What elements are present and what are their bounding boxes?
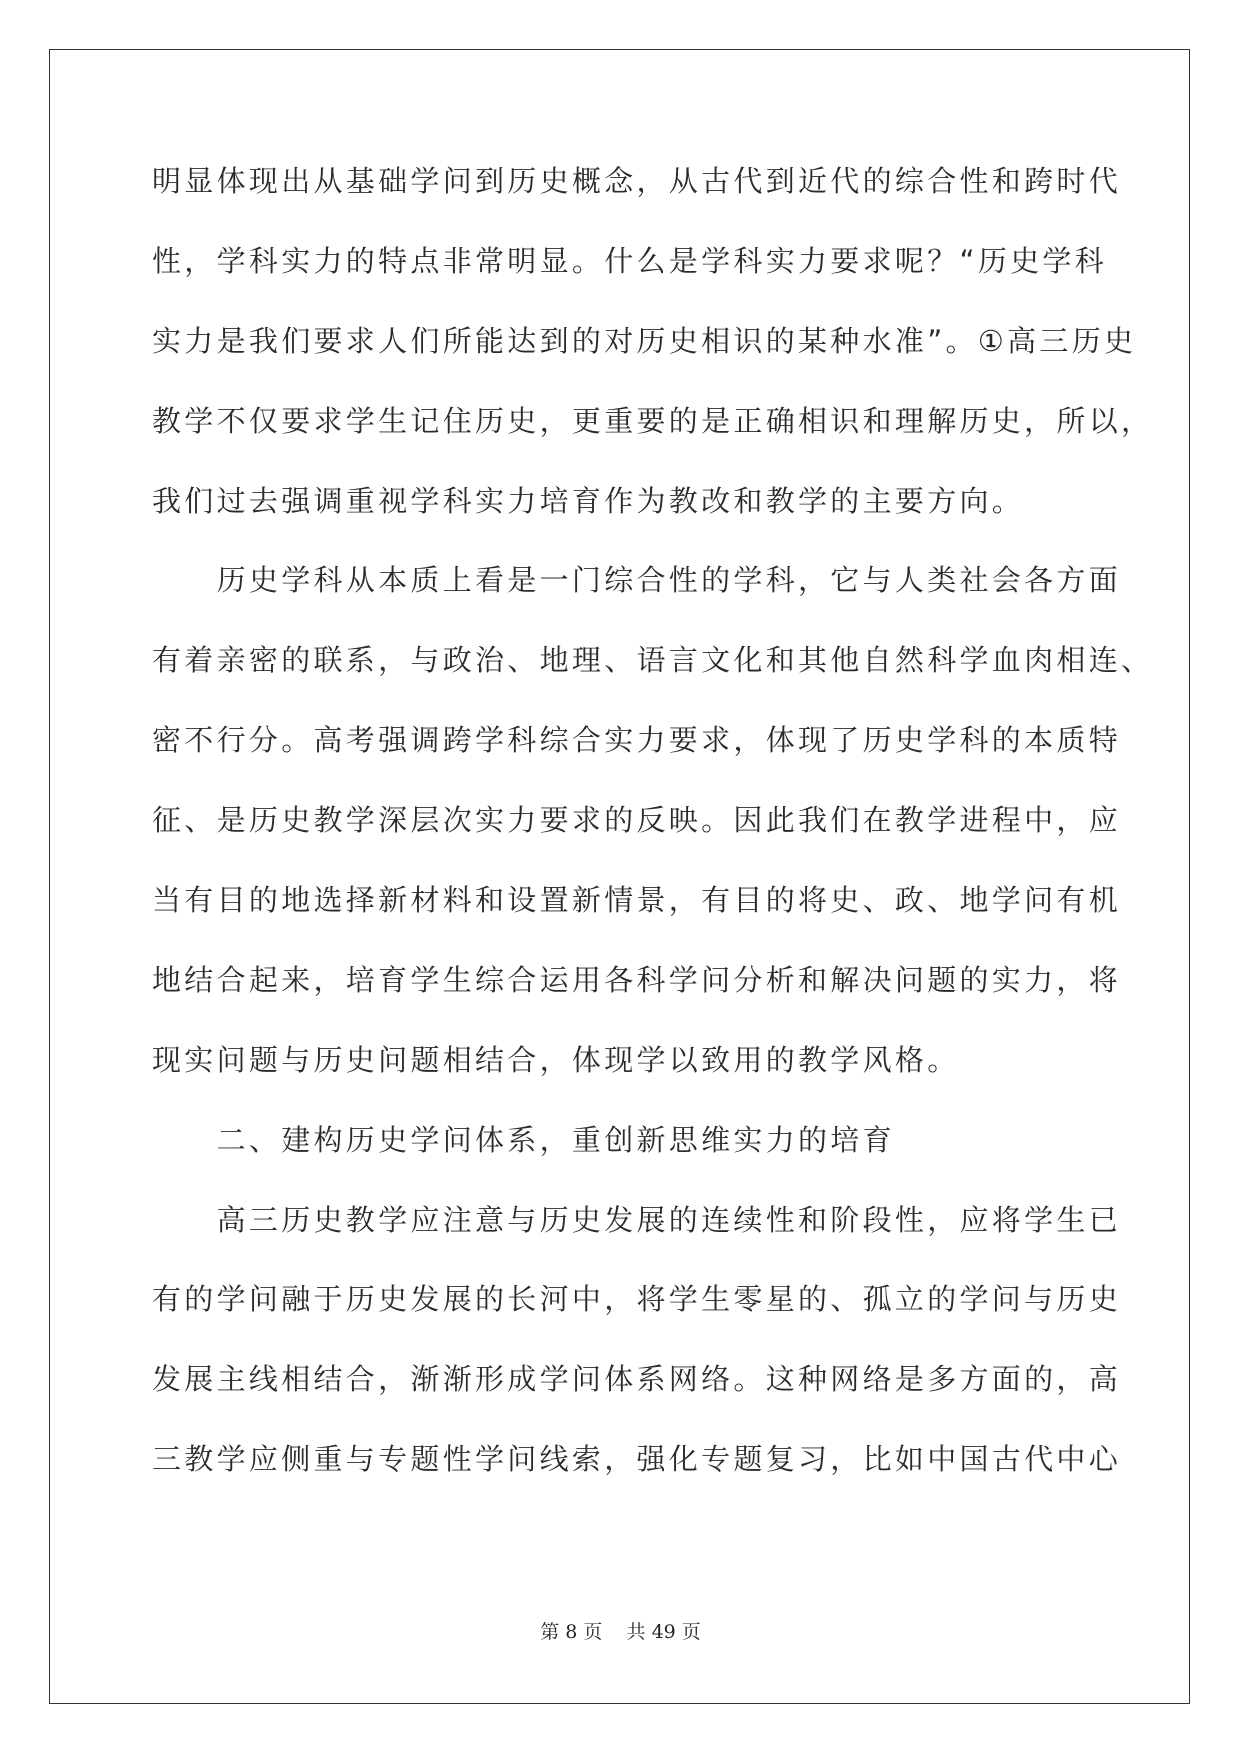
text-line: 地结合起来，培育学生综合运用各科学问分析和解决问题的实力，将	[152, 962, 1122, 997]
text-line: 三教学应侧重与专题性学问线索，强化专题复习，比如中国古代中心	[152, 1442, 1122, 1477]
text-line: 历史学科从本质上看是一门综合性的学科，它与人类社会各方面	[152, 563, 1122, 598]
page-footer	[0, 1617, 1241, 1644]
section-heading: 二、建构历史学问体系，重创新思维实力的培育	[152, 1122, 895, 1157]
page-number: 第 8 页	[540, 1621, 603, 1643]
text-line: 密不行分。高考强调跨学科综合实力要求，体现了历史学科的本质特	[152, 723, 1122, 758]
page-total: 共 49 页	[626, 1621, 701, 1643]
text-line: 高三历史教学应注意与历史发展的连续性和阶段性，应将学生已	[152, 1202, 1122, 1237]
text-line: 明显体现出从基础学问到历史概念，从古代到近代的综合性和跨时代	[152, 164, 1122, 198]
text-line: 征、是历史教学深层次实力要求的反映。因此我们在教学进程中，应	[152, 803, 1122, 838]
text-line: 现实问题与历史问题相结合，体现学以致用的教学风格。	[152, 1042, 960, 1077]
body-text	[152, 154, 1154, 1512]
text-line: 我们过去强调重视学科实力培育作为教改和教学的主要方向。	[152, 483, 1025, 518]
text-line: 有的学问融于历史发展的长河中，将学生零星的、孤立的学问与历史	[152, 1282, 1122, 1317]
text-line: 有着亲密的联系，与政治、地理、语言文化和其他自然科学血肉相连、	[152, 643, 1154, 678]
text-line: 发展主线相结合，渐渐形成学问体系网络。这种网络是多方面的，高	[152, 1362, 1122, 1397]
text-line: 当有目的地选择新材料和设置新情景，有目的将史、政、地学问有机	[152, 883, 1122, 918]
text-line: 教学不仅要求学生记住历史，更重要的是正确相识和理解历史，所以，	[152, 403, 1154, 438]
text-line: 性，学科实力的特点非常明显。什么是学科实力要求呢？“历史学科	[152, 243, 1108, 278]
text-line: 实力是我们要求人们所能达到的对历史相识的某种水准”。①高三历史	[152, 323, 1137, 358]
